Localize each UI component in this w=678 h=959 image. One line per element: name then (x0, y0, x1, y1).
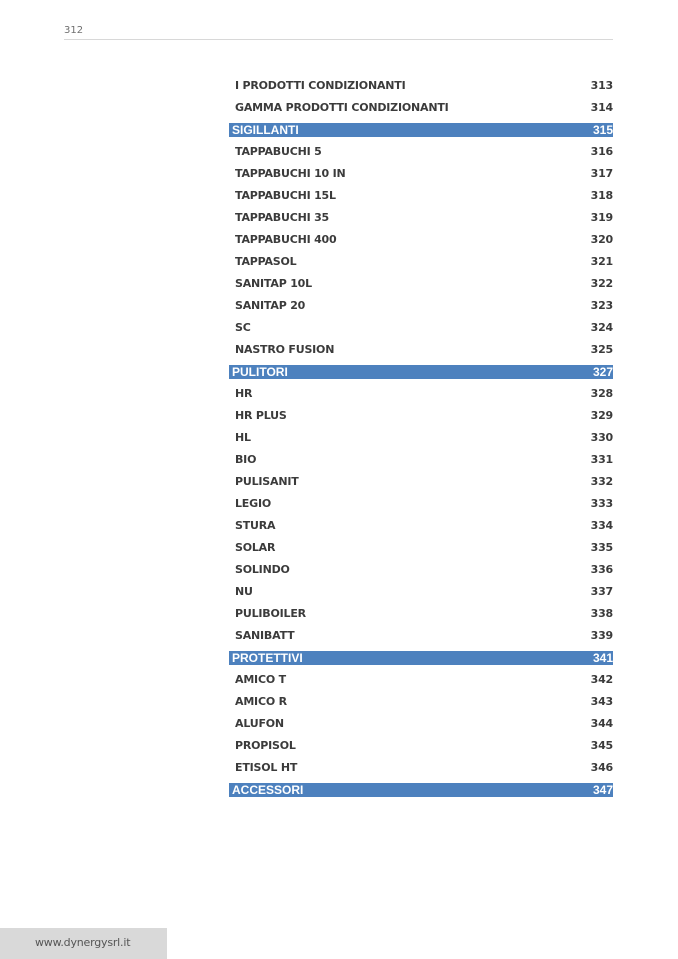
toc-entry-label: SIGILLANTI (232, 123, 299, 137)
toc-entry-page-number: 327 (592, 365, 613, 379)
toc-entry[interactable] (229, 691, 613, 713)
toc-entry-page-number: 336 (590, 563, 613, 576)
toc-entry-page-number: 338 (590, 607, 613, 620)
toc-entry-page-number: 335 (590, 541, 613, 554)
toc-entry[interactable] (229, 251, 613, 273)
toc-entry-page-number: 330 (590, 431, 613, 444)
toc-entry[interactable] (229, 207, 613, 229)
toc-entry-label: SOLAR (235, 541, 276, 554)
toc-entry-page-number: 341 (592, 651, 613, 665)
toc-entry[interactable] (229, 493, 613, 515)
toc-entry-page-number: 318 (590, 189, 613, 202)
toc-entry[interactable] (229, 339, 613, 361)
toc-entry[interactable] (229, 669, 613, 691)
toc-entry-page-number: 333 (590, 497, 613, 510)
toc-entry-label: SANITAP 10L (235, 277, 312, 290)
toc-entry-label: NU (235, 585, 253, 598)
toc-entry-page-number: 345 (590, 739, 613, 752)
toc-entry[interactable] (229, 273, 613, 295)
toc-entry[interactable] (229, 471, 613, 493)
toc-entry-page-number: 321 (590, 255, 613, 268)
toc-entry-label: PULISANIT (235, 475, 299, 488)
toc-entry-label: TAPPABUCHI 400 (235, 233, 337, 246)
toc-entry-page-number: 323 (590, 299, 613, 312)
toc-entry-label: ETISOL HT (235, 761, 298, 774)
toc-entry-label: SANITAP 20 (235, 299, 306, 312)
toc-entry-label: SOLINDO (235, 563, 290, 576)
toc-entry-label: SC (235, 321, 251, 334)
toc-entry-page-number: 319 (590, 211, 613, 224)
toc-entry-label: PROPISOL (235, 739, 296, 752)
footer-url[interactable]: www.dynergysrl.it (35, 936, 131, 949)
toc-entry-label: TAPPABUCHI 35 (235, 211, 330, 224)
header-divider (64, 39, 613, 40)
toc-entry-label: TAPPASOL (235, 255, 297, 268)
toc-entry-label: ALUFON (235, 717, 284, 730)
toc-entry[interactable] (229, 603, 613, 625)
toc-entry-label: TAPPABUCHI 15L (235, 189, 336, 202)
toc-section-header[interactable] (229, 779, 613, 801)
toc-entry[interactable] (229, 185, 613, 207)
toc-entry-page-number: 337 (590, 585, 613, 598)
toc-entry-label: PULIBOILER (235, 607, 306, 620)
toc-entry-page-number: 315 (592, 123, 613, 137)
toc-section-header[interactable] (229, 361, 613, 383)
toc-entry-page-number: 331 (590, 453, 613, 466)
toc-entry-label: PULITORI (232, 365, 288, 379)
toc-entry[interactable] (229, 559, 613, 581)
toc-entry-label: HR (235, 387, 253, 400)
toc-entry-page-number: 346 (590, 761, 613, 774)
toc-entry-label: NASTRO FUSION (235, 343, 335, 356)
toc-entry-page-number: 334 (590, 519, 613, 532)
toc-entry-page-number: 314 (590, 101, 613, 114)
toc-entry-label: STURA (235, 519, 276, 532)
toc-entry-label: LEGIO (235, 497, 271, 510)
toc-entry[interactable] (229, 515, 613, 537)
toc-entry-label: BIO (235, 453, 257, 466)
toc-section-header[interactable] (229, 647, 613, 669)
toc-entry-page-number: 317 (590, 167, 613, 180)
toc-entry-page-number: 313 (590, 79, 613, 92)
toc-entry-label: PROTETTIVI (232, 651, 303, 665)
toc-entry-label: SANIBATT (235, 629, 295, 642)
page-number: 312 (64, 25, 84, 36)
toc-entry-label: HL (235, 431, 251, 444)
toc-entry-label: TAPPABUCHI 10 IN (235, 167, 346, 180)
toc-entry-label: I PRODOTTI CONDIZIONANTI (235, 79, 406, 92)
toc-entry-page-number: 324 (590, 321, 613, 334)
toc-entry[interactable] (229, 75, 613, 97)
toc-entry-page-number: 320 (590, 233, 613, 246)
toc-entry-page-number: 316 (590, 145, 613, 158)
toc-entry-page-number: 339 (590, 629, 613, 642)
toc-entry[interactable] (229, 625, 613, 647)
toc-entry-label: AMICO T (235, 673, 286, 686)
toc-entry-label: HR PLUS (235, 409, 287, 422)
toc-section-header[interactable] (229, 119, 613, 141)
toc-entry[interactable] (229, 735, 613, 757)
toc-entry-page-number: 343 (590, 695, 613, 708)
toc-entry-page-number: 347 (592, 783, 613, 797)
toc-entry[interactable] (229, 405, 613, 427)
toc-entry-page-number: 342 (590, 673, 613, 686)
toc-entry-page-number: 332 (590, 475, 613, 488)
toc-entry-label: ACCESSORI (232, 783, 304, 797)
toc-entry[interactable] (229, 713, 613, 735)
table-of-contents (229, 75, 613, 801)
toc-entry-page-number: 325 (590, 343, 613, 356)
toc-entry[interactable] (229, 537, 613, 559)
toc-entry[interactable] (229, 383, 613, 405)
toc-entry[interactable] (229, 317, 613, 339)
toc-entry[interactable] (229, 757, 613, 779)
toc-entry[interactable] (229, 427, 613, 449)
toc-entry-label: AMICO R (235, 695, 287, 708)
toc-entry-page-number: 328 (590, 387, 613, 400)
toc-entry[interactable] (229, 295, 613, 317)
toc-entry[interactable] (229, 163, 613, 185)
toc-entry[interactable] (229, 141, 613, 163)
toc-entry-label: GAMMA PRODOTTI CONDIZIONANTI (235, 101, 449, 114)
toc-entry-page-number: 344 (590, 717, 613, 730)
toc-entry[interactable] (229, 581, 613, 603)
toc-entry[interactable] (229, 449, 613, 471)
toc-entry[interactable] (229, 229, 613, 251)
toc-entry[interactable] (229, 97, 613, 119)
toc-entry-page-number: 322 (590, 277, 613, 290)
toc-entry-label: TAPPABUCHI 5 (235, 145, 322, 158)
toc-entry-page-number: 329 (590, 409, 613, 422)
